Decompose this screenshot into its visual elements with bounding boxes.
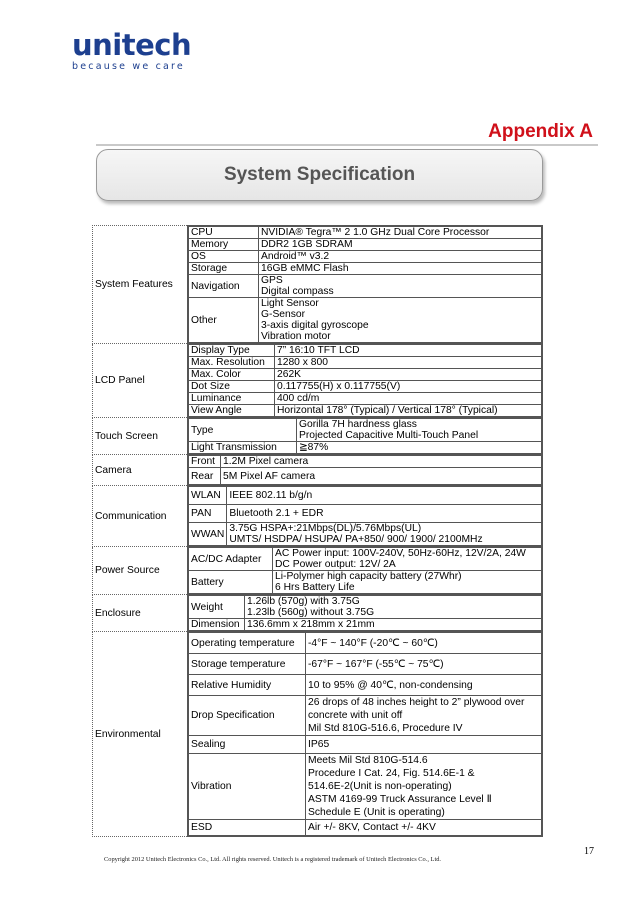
category-label: Camera	[93, 455, 188, 486]
category-label: System Features	[93, 226, 188, 344]
category-label: LCD Panel	[93, 344, 188, 418]
spec-label: Relative Humidity	[189, 675, 306, 696]
category-label: Environmental	[93, 632, 188, 837]
page-number: 17	[584, 846, 594, 857]
spec-label: Light Transmission	[189, 442, 297, 454]
spec-row-power-source	[93, 547, 543, 595]
spec-value: ≧87%	[297, 442, 542, 454]
spec-value: IEEE 802.11 b/g/n	[227, 487, 542, 505]
spec-label: Front	[189, 456, 221, 468]
subtable-system-features	[188, 226, 542, 343]
spec-table	[92, 225, 543, 837]
spec-value: 1280 x 800	[275, 357, 542, 369]
appendix-title: Appendix A	[488, 121, 593, 142]
spec-label: OS	[189, 251, 259, 263]
spec-label: PAN	[189, 505, 227, 523]
spec-label: Battery	[189, 571, 273, 594]
spec-label: Vibration	[189, 754, 306, 820]
subtable-environmental	[188, 632, 542, 836]
category-label: Communication	[93, 486, 188, 547]
spec-value: 136.6mm x 218mm x 21mm	[245, 619, 542, 631]
spec-value: 7” 16:10 TFT LCD	[275, 345, 542, 357]
spec-label: Luminance	[189, 393, 275, 405]
section-banner	[96, 149, 543, 201]
spec-value: NVIDIA® Tegra™ 2 1.0 GHz Dual Core Processor	[259, 227, 542, 239]
spec-value: GPS Digital compass	[259, 275, 542, 298]
spec-value: 3.75G HSPA+:21Mbps(DL)/5.76Mbps(UL) UMTS/ HSDPA/ HSUPA/ PA+850/ 900/ 1900/ 2100MHz	[227, 523, 542, 546]
spec-label: WLAN	[189, 487, 227, 505]
spec-label: Memory	[189, 239, 259, 251]
spec-label: Max. Resolution	[189, 357, 275, 369]
spec-row-communication	[93, 486, 543, 547]
spec-value: 1.2M Pixel camera	[221, 456, 542, 468]
copyright-notice: Copyright 2012 Unitech Electronics Co., Ltd. All rights reserved. Unitech is a registered trademark of Unitech Electronics Co., Ltd.	[104, 856, 442, 863]
spec-label: Drop Specification	[189, 696, 306, 736]
spec-value: 1.26lb (570g) with 3.75G 1.23lb (560g) without 3.75G	[245, 596, 542, 619]
spec-value: 262K	[275, 369, 542, 381]
spec-label: Weight	[189, 596, 245, 619]
spec-label: Other	[189, 298, 259, 343]
spec-label: Dot Size	[189, 381, 275, 393]
subtable-communication	[188, 486, 542, 546]
spec-row-lcd-panel	[93, 344, 543, 418]
spec-label: ESD	[189, 820, 306, 836]
spec-value: 5M Pixel AF camera	[221, 468, 542, 485]
category-label: Touch Screen	[93, 418, 188, 455]
spec-value: Horizontal 178° (Typical) / Vertical 178° (Typical)	[275, 405, 542, 417]
spec-value: IP65	[306, 736, 542, 754]
subtable-enclosure	[188, 595, 542, 631]
logo-wordmark: unitech	[72, 28, 192, 62]
spec-value: Light Sensor G-Sensor 3-axis digital gyroscope Vibration motor	[259, 298, 542, 343]
spec-value: -67°F ~ 167°F (-55℃ ~ 75℃)	[306, 654, 542, 675]
unitech-logo	[72, 30, 191, 72]
spec-label: AC/DC Adapter	[189, 548, 273, 571]
spec-label: Rear	[189, 468, 221, 485]
spec-label: Sealing	[189, 736, 306, 754]
spec-value: Gorilla 7H hardness glass Projected Capacitive Multi-Touch Panel	[297, 419, 542, 442]
spec-value: 26 drops of 48 inches height to 2” plywood over concrete with unit off Mil Std 810G-516.6, Procedure IV	[306, 696, 542, 736]
spec-label: View Angle	[189, 405, 275, 417]
spec-row-system-features	[93, 226, 543, 344]
spec-row-camera	[93, 455, 543, 486]
spec-label: Storage	[189, 263, 259, 275]
spec-row-touch-screen	[93, 418, 543, 455]
spec-value: -4°F ~ 140°F (-20℃ ~ 60℃)	[306, 633, 542, 654]
spec-value: 400 cd/m	[275, 393, 542, 405]
spec-label: Dimension	[189, 619, 245, 631]
spec-value: Li-Polymer high capacity battery (27Whr) 6 Hrs Battery Life	[273, 571, 542, 594]
subtable-touch-screen	[188, 418, 542, 454]
spec-label: WWAN	[189, 523, 227, 546]
spec-label: CPU	[189, 227, 259, 239]
subtable-power-source	[188, 547, 542, 594]
category-label: Power Source	[93, 547, 188, 595]
spec-value: AC Power input: 100V-240V, 50Hz-60Hz, 12V/2A, 24W DC Power output: 12V/ 2A	[273, 548, 542, 571]
spec-value: 16GB eMMC Flash	[259, 263, 542, 275]
spec-value: Air +/- 8KV, Contact +/- 4KV	[306, 820, 542, 836]
spec-value: 10 to 95% @ 40℃, non-condensing	[306, 675, 542, 696]
subtable-lcd-panel	[188, 344, 542, 417]
spec-value: Android™ v3.2	[259, 251, 542, 263]
spec-value: Bluetooth 2.1 + EDR	[227, 505, 542, 523]
title-rule	[96, 144, 598, 146]
spec-value: 0.117755(H) x 0.117755(V)	[275, 381, 542, 393]
spec-value: Meets Mil Std 810G-514.6 Procedure I Cat. 24, Fig. 514.6E-1 & 514.6E-2(Unit is non-operating) ASTM 4169-99 Truck Assurance Level Ⅱ Schedule E (Unit is operating)	[306, 754, 542, 820]
spec-label: Operating temperature	[189, 633, 306, 654]
spec-label: Navigation	[189, 275, 259, 298]
subtable-camera	[188, 455, 542, 485]
spec-label: Storage temperature	[189, 654, 306, 675]
spec-value: DDR2 1GB SDRAM	[259, 239, 542, 251]
logo-tagline: because we care	[72, 61, 185, 72]
spec-row-environmental	[93, 632, 543, 837]
spec-row-enclosure	[93, 595, 543, 632]
spec-label: Display Type	[189, 345, 275, 357]
section-title: System Specification	[223, 164, 416, 185]
category-label: Enclosure	[93, 595, 188, 632]
spec-label: Type	[189, 419, 297, 442]
spec-label: Max. Color	[189, 369, 275, 381]
